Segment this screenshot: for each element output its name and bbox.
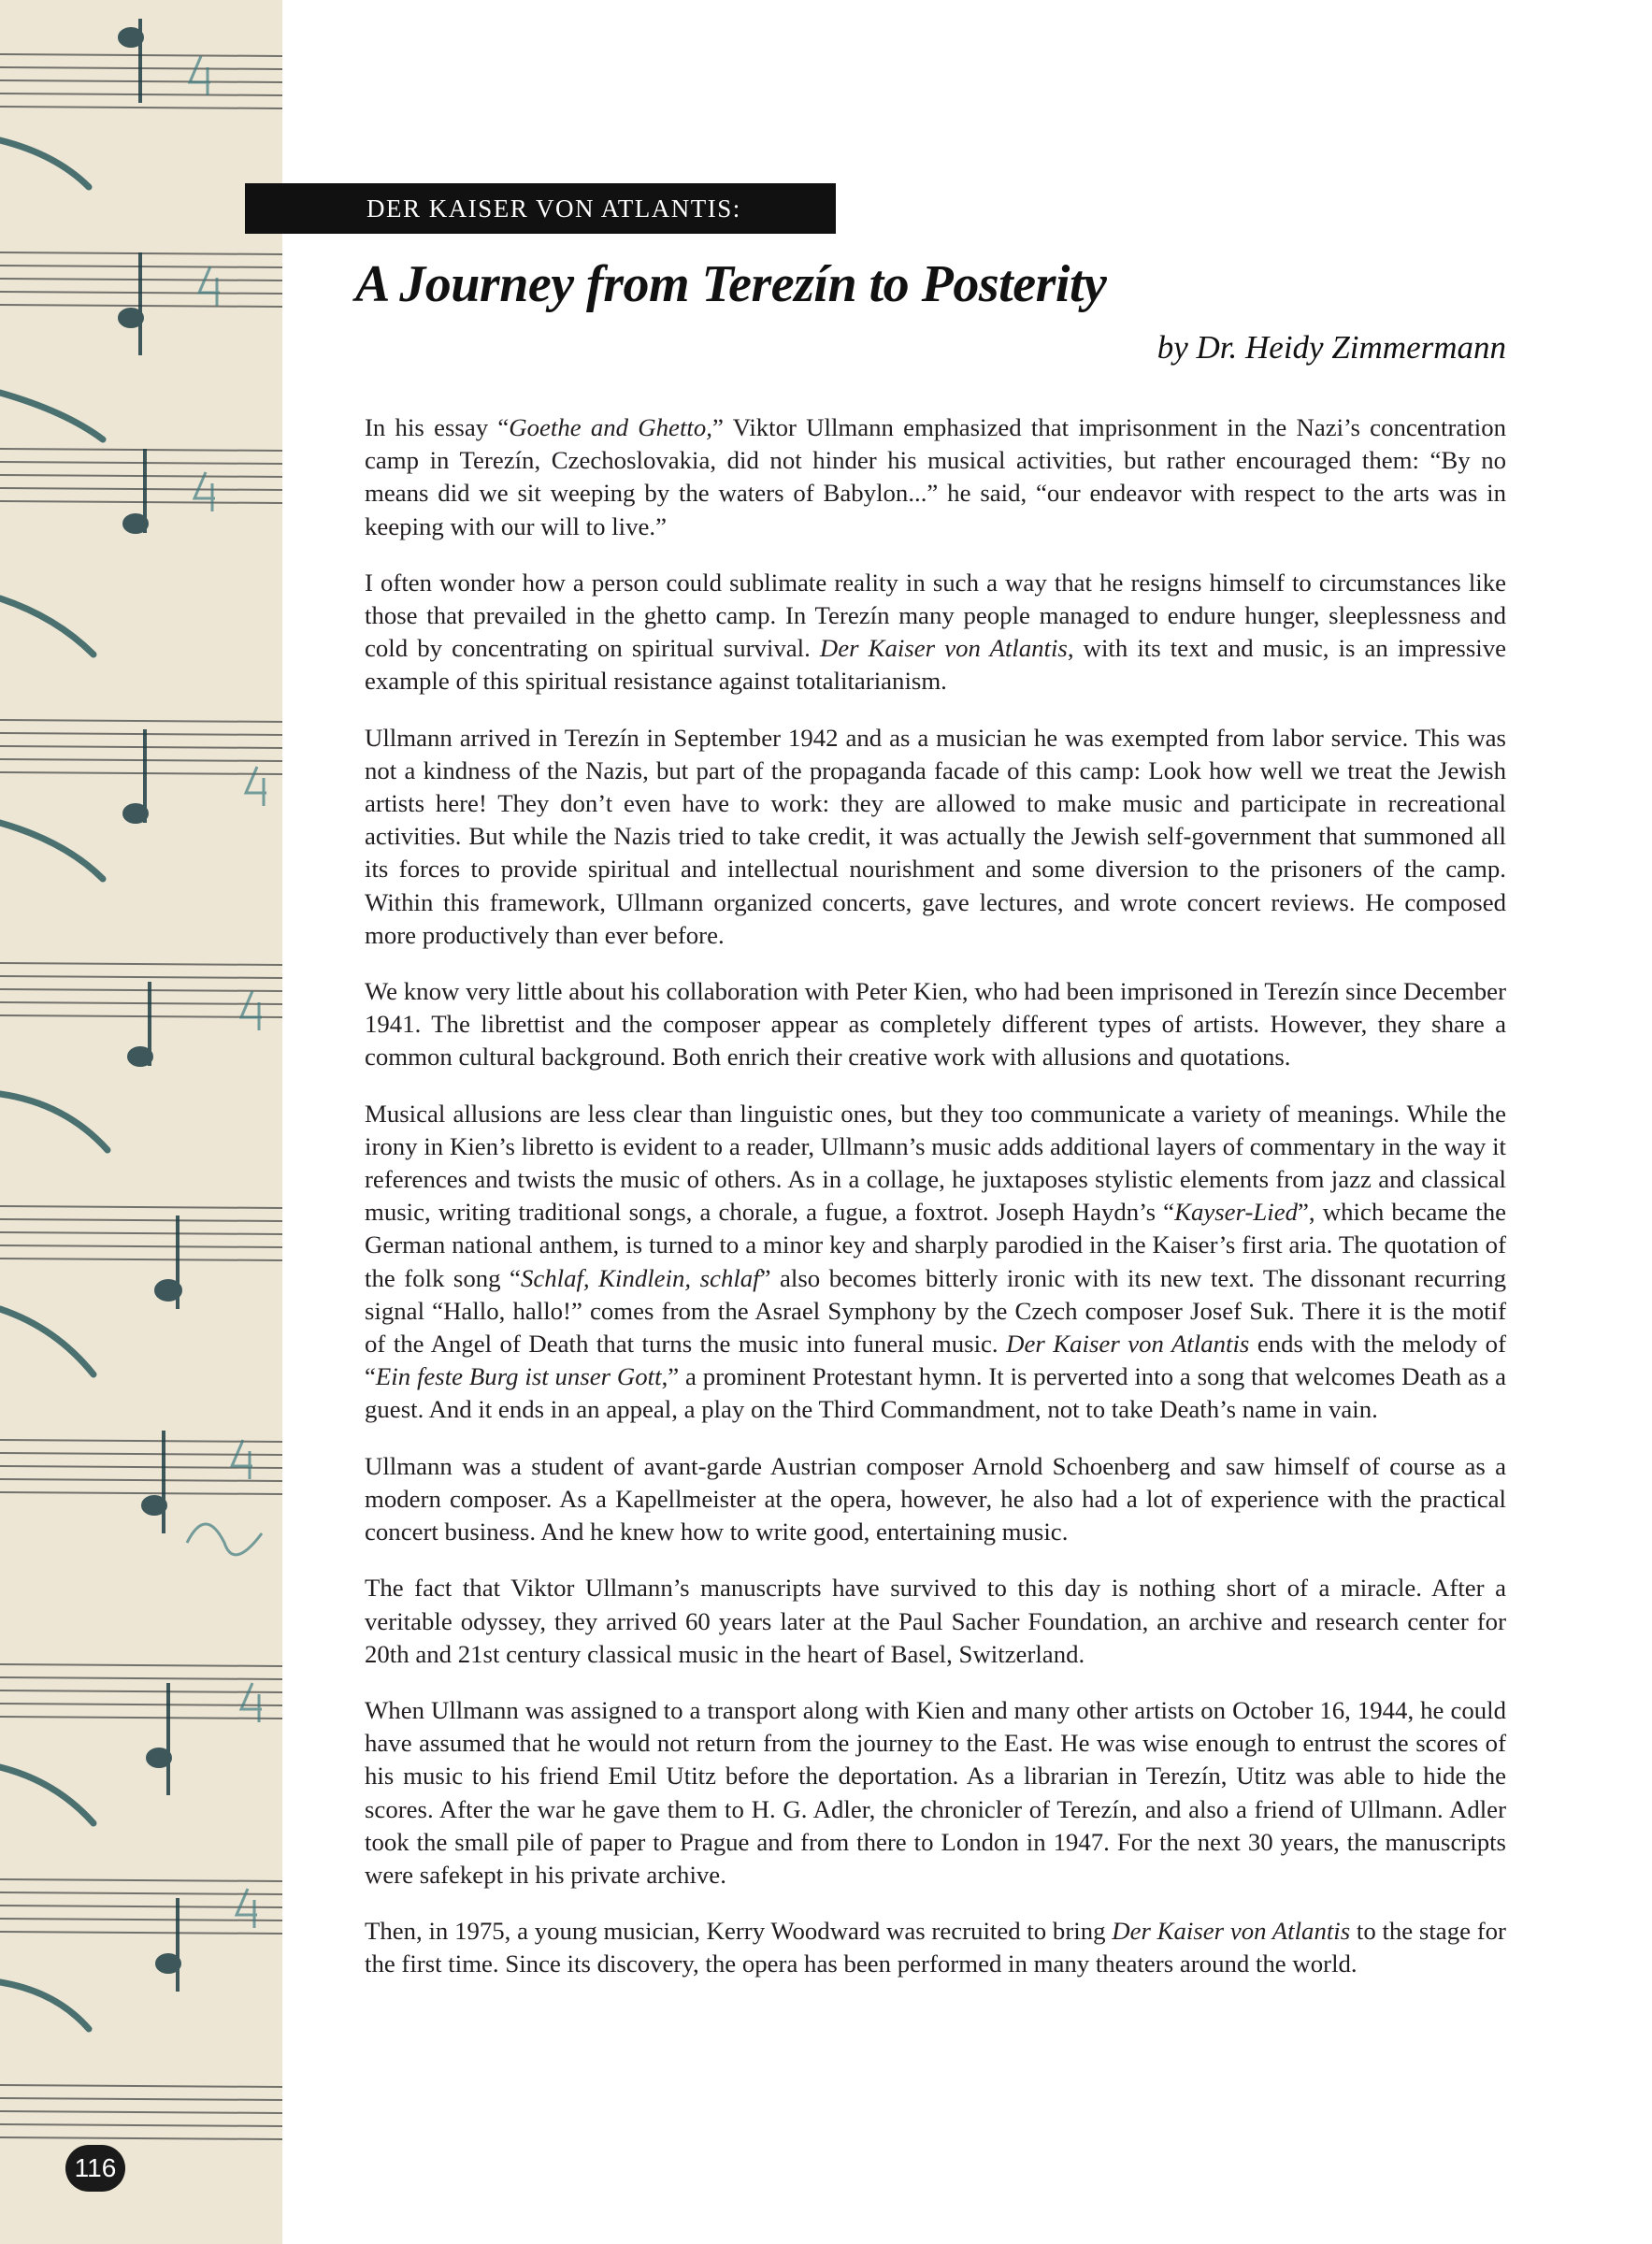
paragraph-text: Ullmann was a student of avant-garde Austrian composer Arnold Schoenberg and saw himself of course as a modern composer. As a Kapellmeister at the opera, however, he also had a lot of experience with the practical concert business. And he knew how to write good, entertaining music. [365,1451,1506,1546]
paragraph-text: In his essay “ [365,413,510,441]
paragraph-text: ” also becomes bitterly ironic with its new text. The dissonant recurring signal “Hallo, hallo!” comes from the Asrael Symphony by the Czech composer Josef Suk. There it is the motif of the Angel of Death that turns the music into funeral music. [365,1263,1506,1359]
italic-title-text: Der Kaiser von Atlantis [819,634,1068,663]
paragraph-text: ends with the melody of “ [365,1330,1506,1391]
body-paragraph [365,722,1506,952]
paragraph-text: ” Viktor Ullmann emphasized that imprisonment in the Nazi’s concentration camp in Terezín, Czechoslovakia, did not hinder his musical activities, but rather encouraged them: “By no means did we sit weeping by the waters of Babylon...” he said, “our endeavor with respect to the arts was in keeping with our will to live.” [365,413,1506,540]
paragraph-text: Then, in 1975, a young musician, Kerry Woodward was recruited to bring [365,1917,1113,1946]
body-paragraph [365,1098,1506,1427]
article-title: A Journey from Terezín to Posterity [355,255,1107,313]
paragraph-text: Musical allusions are less clear than linguistic ones, but they too communicate a variety of meanings. While the irony in Kien’s libretto is evident to a reader, Ullmann’s music adds additional layers of commentary in the way it references and twists the music of others. As in a collage, he juxtaposes stylistic elements from jazz and classical music, writing traditional songs, a chorale, a fugue, a foxtrot. Joseph Haydn’s “ [365,1099,1506,1227]
body-paragraph [365,1915,1506,1980]
handwritten-score-image [0,0,282,2244]
paragraph-text: to the stage for the first time. Since its discovery, the opera has been performed in many theaters around the world. [365,1917,1506,1978]
paragraph-text: I often wonder how a person could sublimate reality in such a way that he resigns himself to circumstances like those that prevailed in the ghetto camp. In Terezín many people managed to endure hunger, sleeplessness and cold by concentrating on spiritual survival. [365,568,1506,663]
page-number: 116 [65,2145,125,2192]
body-paragraph [365,567,1506,698]
body-paragraph [365,1694,1506,1892]
paragraph-text: We know very little about his collaboration with Peter Kien, who had been imprisoned in Terezín since December 1941. The librettist and the composer appear as completely different types of artists. However, they share a common cultural background. Both enrich their creative work with allusions and quotations. [365,977,1506,1072]
body-paragraph [365,975,1506,1074]
paragraph-text: ”, which became the German national anthem, is turned to a minor key and sharply parodied in the Kaiser’s first aria. The quotation of the folk song “ [365,1198,1507,1292]
italic-title-text: Kayser-Lied [1174,1198,1299,1227]
manuscript-sidebar [0,0,282,2244]
body-paragraph [365,411,1506,543]
italic-title-text: Der Kaiser von Atlantis [1112,1917,1351,1946]
paragraph-text: The fact that Viktor Ullmann’s manuscripts have survived to this day is nothing short of a miracle. After a veritable odyssey, they arrived 60 years later at the Paul Sacher Foundation, an archive and research center for 20th and 21st century classical music in the heart of Basel, Switzerland. [365,1574,1506,1668]
author-byline: by Dr. Heidy Zimmermann [1156,329,1506,366]
paragraph-text: ,” a prominent Protestant hymn. It is perverted into a song that welcomes Death as a guest. And it ends in an appeal, a play on the Third Commandment, not to take Death’s name in vain. [365,1362,1506,1424]
italic-title-text: Goethe and Ghetto, [509,413,712,441]
section-kicker: DER KAISER VON ATLANTIS: [245,183,836,234]
body-paragraph [365,1450,1506,1549]
italic-title-text: Schlaf, Kindlein, schlaf [520,1263,760,1292]
italic-title-text: Ein feste Burg ist unser Gott [375,1362,662,1391]
paragraph-text: , with its text and music, is an impressive example of this spiritual resistance against totalitarianism. [365,634,1506,696]
italic-title-text: Der Kaiser von Atlantis [1006,1330,1250,1359]
body-paragraph [365,1572,1506,1671]
paragraph-text: Ullmann arrived in Terezín in September 1942 and as a musician he was exempted from labor service. This was not a kindness of the Nazis, but part of the propaganda facade of this camp: Look how well we treat the Jewish artists here! They don’t even have to work: they are allowed to make music and participate in recreational activities. But while the Nazis tried to take credit, it was actually the Jewish self-government that summoned all its forces to provide spiritual and intellectual nourishment and some diversion to the prisoners of the camp. Within this framework, Ullmann organized concerts, gave lectures, and wrote concert reviews. He composed more productively than ever before. [365,723,1506,949]
article-body [365,411,1506,2005]
paragraph-text: When Ullmann was assigned to a transport along with Kien and many other artists on October 16, 1944, he could have assumed that he would not return from the journey to the East. He was wise enough to entrust the scores of his music to his friend Emil Utitz before the deportation. As a librarian in Terezín, Utitz was able to hide the scores. After the war he gave them to H. G. Adler, the chronicler of Terezín, and also a friend of Ullmann. Adler took the small pile of paper to Prague and from there to London in 1947. For the next 30 years, the manuscripts were safekept in his private archive. [365,1695,1506,1889]
